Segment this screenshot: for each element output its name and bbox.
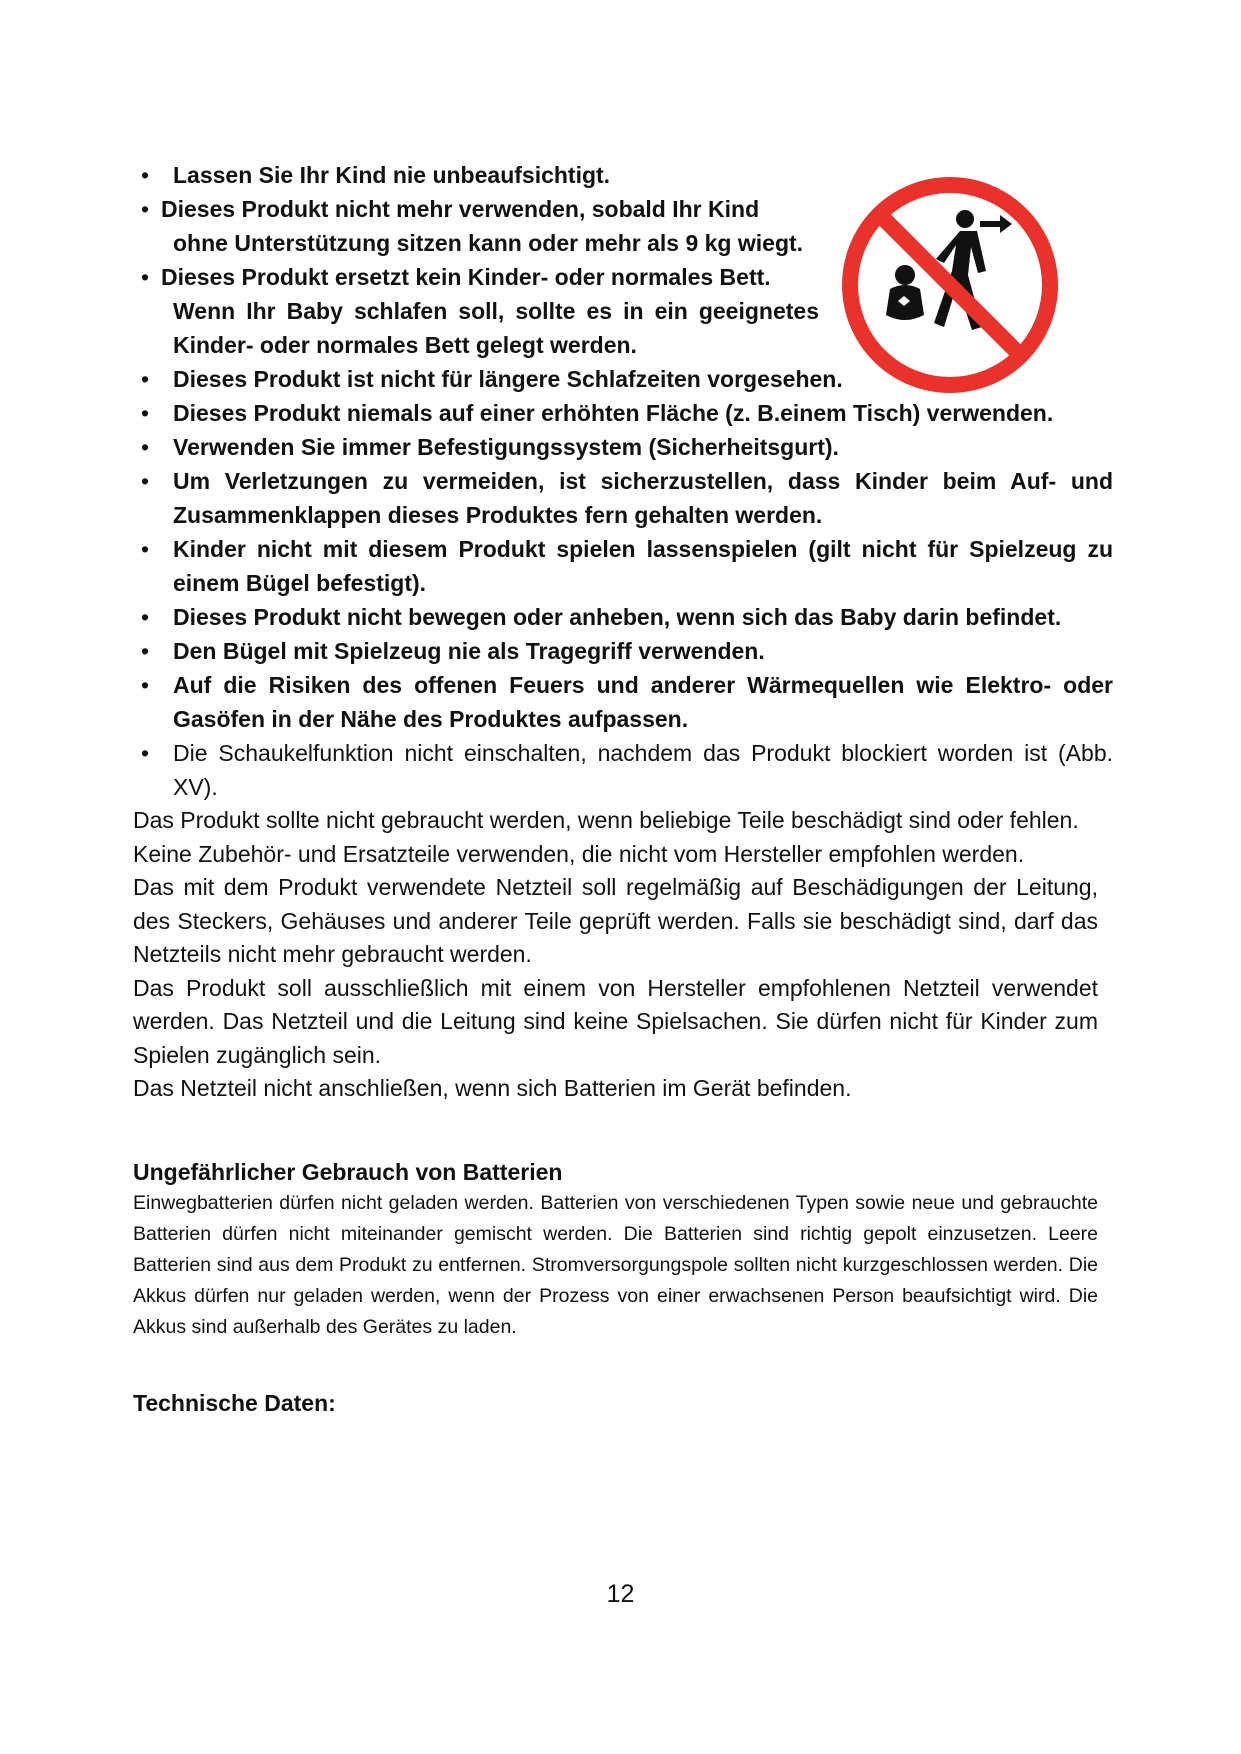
battery-section-title: Ungefährlicher Gebrauch von Batterien xyxy=(133,1158,563,1185)
bullet-icon: • xyxy=(140,264,150,290)
list-item: • Dieses Produkt niemals auf einer erhöhten Fläche (z. B.einem Tisch) verwenden. xyxy=(133,396,1113,430)
list-item: • Um Verletzungen zu vermeiden, ist sicherzustellen, dass Kinder beim Auf- und Zusammenklappen dieses Produktes fern gehalten werden. xyxy=(133,464,1113,532)
list-item: • Dieses Produkt ersetzt kein Kinder- oder normales Bett. Wenn Ihr Baby schlafen soll, sollte es in ein geeignetes Kinder- oder normales Bett gelegt werden. xyxy=(133,260,819,362)
bullet-icon: • xyxy=(140,536,150,562)
list-item: • Dieses Produkt ist nicht für längere Schlafzeiten vorgesehen. xyxy=(133,362,1113,396)
paragraph: Das Netzteil nicht anschließen, wenn sich Batterien im Gerät befinden. xyxy=(133,1075,852,1101)
bullet-icon: • xyxy=(140,434,150,460)
paragraph: Das Produkt soll ausschließlich mit einem von Hersteller empfohlenen Netzteil verwendet werden. Das Netzteil und die Leitung sind keine Spielsachen. Sie dürfen nicht für Kinder zum Spielen zugänglich sein. xyxy=(133,974,1098,1068)
list-item: • Auf die Risiken des offenen Feuers und anderer Wärmequellen wie Elektro- oder Gasöfen in der Nähe des Produktes aufpassen. xyxy=(133,668,1113,736)
list-item: • Lassen Sie Ihr Kind nie unbeaufsichtigt. xyxy=(133,158,1113,192)
paragraph: Das Produkt sollte nicht gebraucht werden, wenn beliebige Teile beschädigt sind oder fehlen. xyxy=(133,807,1079,833)
page-number: 12 xyxy=(606,1580,635,1608)
bullet-icon: • xyxy=(140,196,150,222)
bullet-icon: • xyxy=(140,740,150,766)
main-content xyxy=(133,158,1113,1419)
list-item: • Den Bügel mit Spielzeug nie als Tragegriff verwenden. xyxy=(133,634,1113,668)
list-item: • Dieses Produkt nicht mehr verwenden, sobald Ihr Kind ohne Unterstützung sitzen kann oder mehr als 9 kg wiegt. xyxy=(133,192,819,260)
paragraph: Das mit dem Produkt verwendete Netzteil soll regelmäßig auf Beschädigungen der Leitung, des Steckers, Gehäuses und anderer Teile geprüft werden. Falls sie beschädigt sind, darf das Netzteils nicht mehr gebraucht werden. xyxy=(133,874,1098,967)
bullet-icon: • xyxy=(140,162,150,188)
paragraph: Keine Zubehör- und Ersatzteile verwenden, die nicht vom Hersteller empfohlen werden. xyxy=(133,840,1025,867)
list-item: • Die Schaukelfunktion nicht einschalten, nachdem das Produkt blockiert worden ist (Abb. XV). xyxy=(133,736,1113,804)
battery-section-text: Einwegbatterien dürfen nicht geladen werden. Batterien von verschiedenen Typen sowie neue und gebrauchte Batterien dürfen nicht miteinander gemischt werden. Die Batterien sind richtig gepolt einzusetzen. Leere Batterien sind aus dem Produkt zu entfernen. Stromversorgungspole sollten nicht kurzgeschlossen werden. Die Akkus dürfen nur geladen werden, wenn der Prozess von einer erwachsenen Person beaufsichtigt wird. Die Akkus sind außerhalb des Gerätes zu laden. xyxy=(133,1191,1098,1338)
warnings-list xyxy=(133,158,1113,804)
tech-section-title: Technische Daten: xyxy=(133,1389,336,1416)
bullet-icon: • xyxy=(140,366,150,392)
list-item: • Dieses Produkt nicht bewegen oder anheben, wenn sich das Baby darin befindet. xyxy=(133,600,1113,634)
bullet-icon: • xyxy=(140,468,150,494)
list-item: • Verwenden Sie immer Befestigungssystem (Sicherheitsgurt). xyxy=(133,430,1113,464)
bullet-icon: • xyxy=(140,400,150,426)
bullet-icon: • xyxy=(140,638,150,664)
list-item: • Kinder nicht mit diesem Produkt spielen lassenspielen (gilt nicht für Spielzeug zu einem Bügel befestigt). xyxy=(133,532,1113,600)
bullet-icon: • xyxy=(140,604,150,630)
bullet-icon: • xyxy=(140,672,150,698)
